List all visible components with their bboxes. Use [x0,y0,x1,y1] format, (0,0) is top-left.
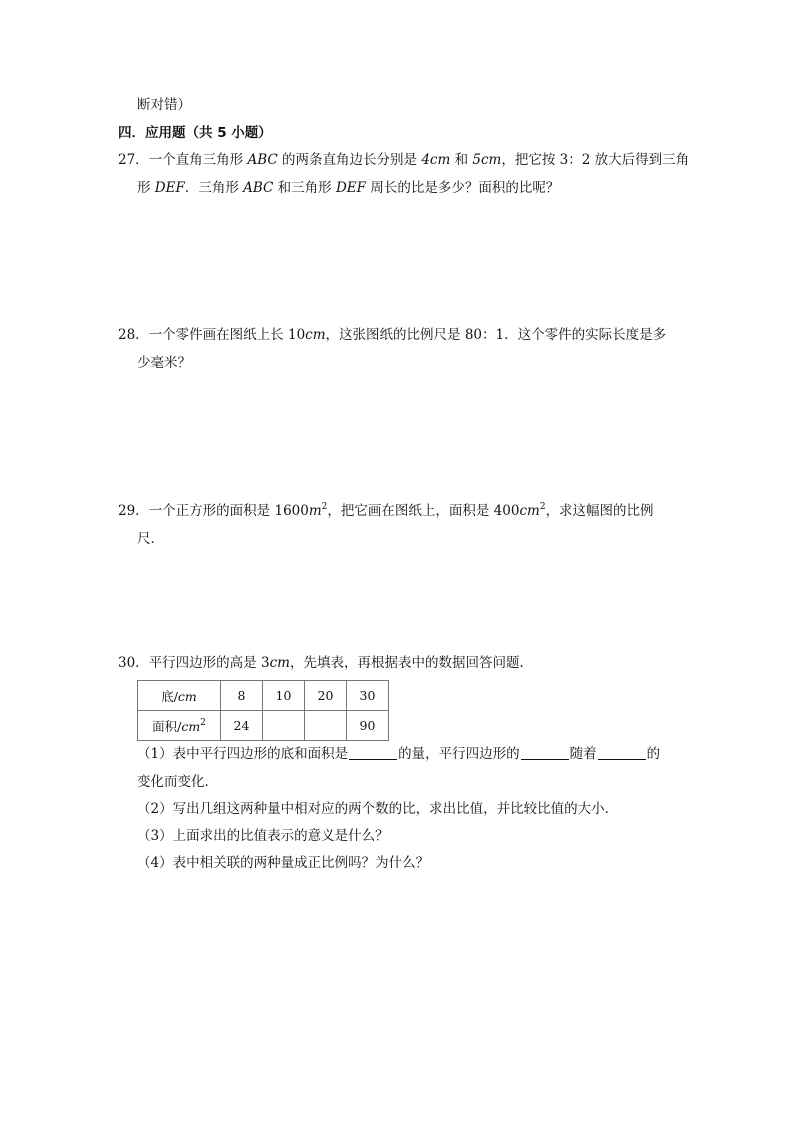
superscript: 2 [539,502,546,512]
table-cell: 8 [221,681,263,711]
text: cm [177,688,197,704]
table-cell-blank[interactable] [305,711,347,741]
row-label-area [138,711,221,741]
text: ，先填表，再根据表中的数据回答问题． [289,655,533,671]
text: 5cm [472,152,502,168]
text: ABC [247,152,278,168]
text: ，把它按 3：2 放大后得到三角 [501,152,690,168]
table-cell: 24 [221,711,263,741]
sub-question-3: （3）上面求出的比值表示的意义是什么？ [137,828,389,844]
table-row [138,711,389,741]
text: ABC [243,180,274,196]
text: m [308,503,322,519]
answer-blank[interactable] [349,747,397,760]
question-28-line-1 [118,326,666,344]
text: 4cm [421,152,451,168]
text: ，这张图纸的比例尺是 80：1．这个零件的实际长度是多 [325,327,667,343]
text: 平行四边形的高是 3 [148,655,270,671]
text: 一个直角三角形 [148,152,248,168]
text: 底/ [161,688,178,704]
data-table [137,680,389,741]
text: 随着 [569,746,597,762]
question-27-line-1 [118,151,689,169]
sub-question-1-line-1 [137,745,660,763]
answer-blank[interactable] [598,747,646,760]
text: 形 [137,180,155,196]
sub-question-4: （4）表中相关联的两种量成正比例吗？为什么？ [137,855,430,871]
text: 一个零件画在图纸上长 10 [148,327,306,343]
question-number: 28． [118,327,149,343]
text: 的两条直角边长分别是 [277,152,422,168]
question-29-line-2: 尺． [137,531,164,547]
text: 和 [450,152,473,168]
question-29-line-1 [118,502,654,520]
text: 和三角形 [273,180,336,196]
text: cm [181,718,201,734]
text: ．三角形 [184,180,244,196]
table-cell-blank[interactable] [263,711,305,741]
text: 一个正方形的面积是 1600 [148,503,309,519]
text: ，把它画在图纸上，面积是 400 [327,503,520,519]
superscript: 2 [321,502,328,512]
text: 周长的比是多少？面积的比呢？ [366,180,560,196]
question-number: 30． [118,655,149,671]
text: ，求这幅图的比例 [545,503,654,519]
table-cell: 90 [347,711,389,741]
answer-blank[interactable] [521,747,569,760]
section-title: 四．应用题（共 5 小题） [118,125,272,141]
text: （1）表中平行四边形的底和面积是 [137,746,349,762]
table-cell: 10 [263,681,305,711]
table-cell: 20 [305,681,347,711]
question-number: 29． [118,503,149,519]
text: 的量，平行四边形的 [398,746,520,762]
sub-question-2: （2）写出几组这两种量中相对应的两个数的比，求出比值，并比较比值的大小． [137,801,619,817]
question-27-line-2 [137,179,559,197]
text: cm [519,503,540,519]
continuation-text: 断对错） [137,97,191,113]
text: cm [305,327,326,343]
question-number: 27． [118,152,149,168]
text: DEF [154,180,185,196]
question-30-line-1 [118,654,533,672]
row-label-base [138,681,221,711]
text: 的 [646,746,661,762]
table-cell: 30 [347,681,389,711]
question-28-line-2: 少毫米？ [137,355,191,371]
sub-question-1-line-2: 变化而变化． [137,774,218,790]
superscript: 2 [200,717,206,728]
text: cm [269,655,290,671]
table-row [138,681,389,711]
text: DEF [335,180,367,196]
text: 面积/ [152,718,182,734]
